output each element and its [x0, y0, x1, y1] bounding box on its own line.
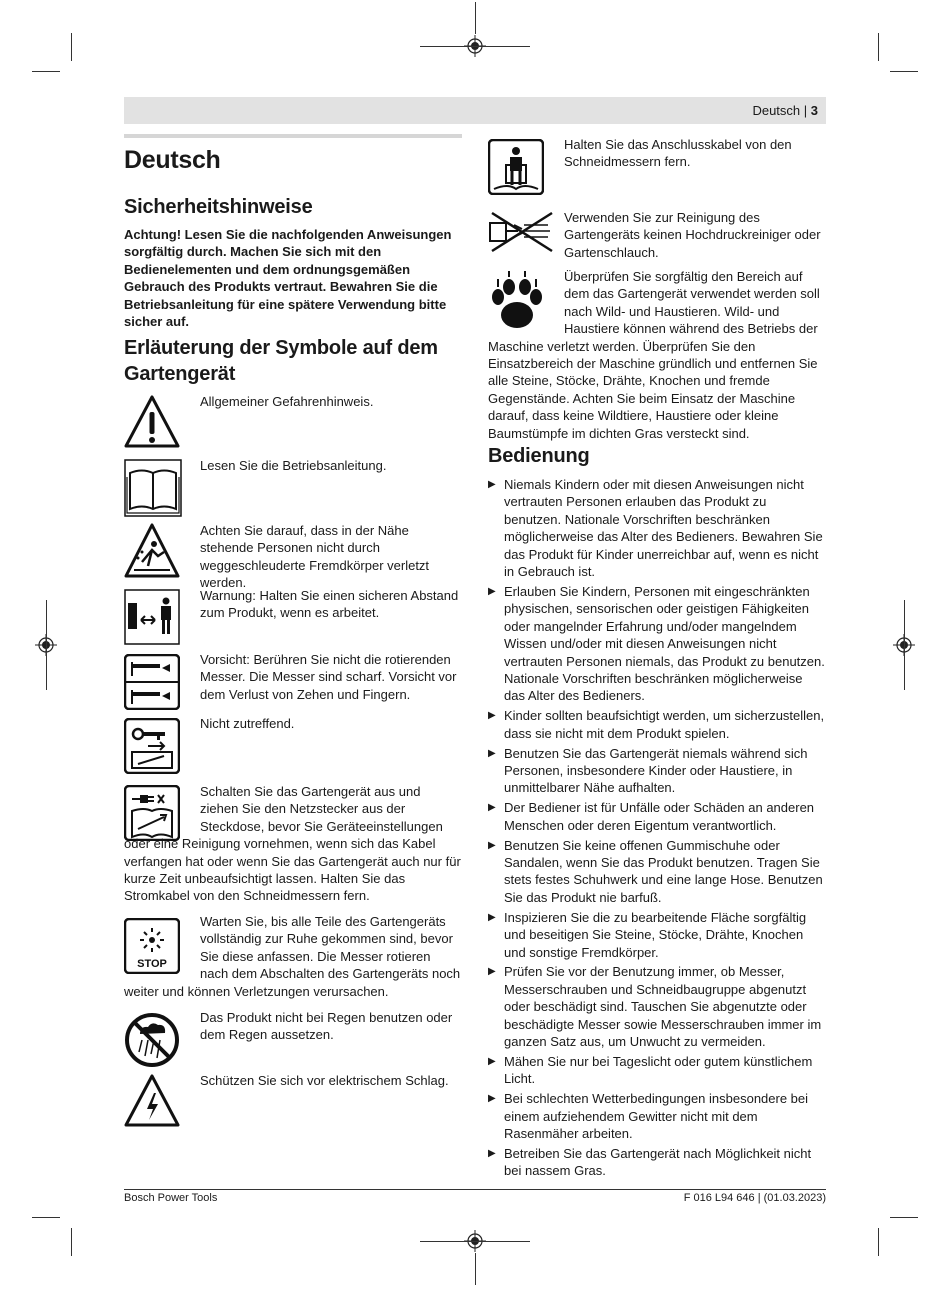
thrown-objects-icon	[124, 522, 180, 580]
icon-wrap-spacer	[488, 268, 564, 338]
crop-mark	[890, 71, 918, 72]
crop-mark	[904, 600, 905, 690]
symbol-text: Achten Sie darauf, dass in der Nähe stehende Personen nicht durch weggeschleuderte Fremdkörper verletzt werden.	[200, 523, 430, 591]
list-item	[488, 909, 826, 961]
crop-mark	[878, 33, 879, 61]
list-item-text: Niemals Kindern oder mit diesen Anweisungen nicht vertrauten Personen erlauben das Produkt zu benutzen. Nationale Vorschriften beschränken möglicherweise das Alter des Bedieners. Bewahren Sie das Produkt für Kinder unerreichbar auf, wenn es nicht in Gebrauch ist.	[504, 477, 823, 580]
crop-mark	[420, 1241, 530, 1242]
symbol-text: Lesen Sie die Betriebsanleitung.	[200, 458, 387, 473]
symbol-text: Allgemeiner Gefahrenhinweis.	[200, 394, 374, 409]
page-number: 3	[810, 103, 818, 118]
crop-mark	[420, 46, 530, 47]
footer-brand: Bosch Power Tools	[124, 1192, 218, 1204]
header-label: Deutsch | 3	[752, 103, 818, 118]
manual-book-icon	[124, 459, 182, 517]
bullet-arrow-icon: ▶	[488, 839, 496, 851]
crop-mark	[878, 1228, 879, 1256]
list-item	[488, 707, 826, 742]
footer-rule	[124, 1189, 826, 1190]
crop-mark	[71, 1228, 72, 1256]
rotating-blades-icon	[124, 654, 180, 710]
crop-mark	[71, 33, 72, 61]
safe-distance-icon	[124, 589, 180, 645]
list-item-text: Mähen Sie nur bei Tageslicht oder gutem künstlichem Licht.	[504, 1054, 813, 1087]
crop-mark	[32, 1217, 60, 1218]
list-item	[488, 837, 826, 907]
symbol-text: Vorsicht: Berühren Sie nicht die rotierenden Messer. Die Messer sind scharf. Vorsicht vor dem Verlust von Zehen und Fingern.	[200, 652, 457, 702]
bullet-arrow-icon: ▶	[488, 966, 496, 978]
symbol-text: Halten Sie das Anschlusskabel von den Schneidmessern fern.	[564, 137, 792, 170]
operation-heading: Bedienung	[488, 445, 590, 467]
symbol-text: Überprüfen Sie sorgfältig den Bereich auf dem das Gartengerät verwendet werden soll nach Wild- und Haustieren. Wild- und Haustiere können während des Betriebs der Maschine verletzt werden. Überprüfen Sie den Einsatzbereich der Maschine gründlich und entfernen Sie alle Steine, Stöcke, Drähte, Knochen und fremde Gegenstände. Achten Sie beim Einsatz der Maschine darauf, dass keine Wildtiere, Haustiere oder kleine Baumstümpfe im dichten Gras versteckt sind.	[488, 269, 820, 441]
symbol-text: Nicht zutreffend.	[200, 716, 295, 731]
list-item-text: Benutzen Sie das Gartengerät niemals während sich Personen, insbesondere Kinder oder Haustiere, in unmittelbarer Nähe aufhalten.	[504, 745, 808, 796]
crop-mark	[46, 600, 47, 690]
symbols-heading: Erläuterung der Symbole auf dem Gartengerät	[124, 337, 438, 385]
safety-heading: Sicherheitshinweise	[124, 196, 313, 218]
cable-away-icon	[488, 139, 544, 195]
list-item-text: Der Bediener ist für Unfälle oder Schäden an anderen Menschen oder deren Eigentum verantwortlich.	[504, 800, 815, 833]
symbol-text: Schalten Sie das Gartengerät aus und ziehen Sie den Netzstecker aus der Steckdose, bevor Sie Geräteeinstellungen oder eine Reinigung vornehmen, wenn sich das Kabel verfangen hat oder wenn Sie das Gartengerät auch nur für kurze Zeit unbeaufsichtigt lassen. Halten Sie das Stromkabel von den Schneidmessern fern.	[124, 784, 461, 904]
crop-mark	[475, 2, 476, 34]
list-item	[488, 963, 826, 1050]
animal-check-text	[488, 268, 828, 442]
bullet-arrow-icon: ▶	[488, 1093, 496, 1105]
safety-intro: Achtung! Lesen Sie die nachfolgenden Anweisungen sorgfältig durch. Machen Sie sich mit den Bedienelementen und dem ordnungsgemäßen Gebrauch des Produkts vertraut. Bewahren Sie die Betriebsanleitung für eine spätere Verwendung bitte sicher auf.	[124, 227, 452, 330]
bullet-arrow-icon: ▶	[488, 802, 496, 814]
crop-mark	[475, 1253, 476, 1285]
symbol-text: Schützen Sie sich vor elektrischem Schlag.	[200, 1073, 449, 1088]
list-item	[488, 799, 826, 834]
footer-doc-id: F 016 L94 646 | (01.03.2023)	[683, 1192, 826, 1204]
bullet-arrow-icon: ▶	[488, 1056, 496, 1067]
list-item	[488, 1053, 826, 1088]
list-item-text: Bei schlechten Wetterbedingungen insbesondere bei einem aufziehendem Gewitter nicht mit dem Rasenmäher arbeiten.	[504, 1091, 809, 1142]
bullet-arrow-icon: ▶	[488, 710, 496, 722]
icon-wrap-spacer	[124, 783, 200, 835]
electric-shock-icon	[124, 1073, 180, 1129]
list-item-text: Inspizieren Sie die zu bearbeitende Fläche sorgfältig und beseitigen Sie Steine, Stöcke, Drähte, Knochen und sonstige Fremdkörper.	[504, 909, 807, 960]
column-rule	[124, 134, 462, 138]
list-item-text: Betreiben Sie das Gartengerät nach Möglichkeit nicht bei nassem Gras.	[504, 1146, 812, 1179]
list-item	[488, 476, 826, 580]
bullet-arrow-icon: ▶	[488, 1148, 496, 1160]
list-item-text: Prüfen Sie vor der Benutzung immer, ob Messer, Messerschrauben und Schneidbaugruppe abgenutzt oder beschädigt sind. Tauschen Sie abgenutzte oder beschädigte Messer sowie Messerschrauben immer im ganzen Satz aus, um Unwucht zu vermeiden.	[504, 964, 822, 1050]
stop-label: STOP	[137, 958, 167, 970]
list-item	[488, 745, 826, 797]
list-item-text: Benutzen Sie keine offenen Gummischuhe oder Sandalen, wenn Sie das Produkt benutzen. Tragen Sie stets festes Schuhwerk und eine lange Hose. Benutzen Sie das Produkt nie barfuß.	[504, 837, 823, 905]
bullet-arrow-icon: ▶	[488, 479, 496, 490]
bullet-arrow-icon: ▶	[488, 585, 496, 597]
symbol-text: Warnung: Halten Sie einen sicheren Abstand zum Produkt, wenn es arbeitet.	[200, 588, 459, 621]
crop-mark	[32, 71, 60, 72]
symbol-text: Das Produkt nicht bei Regen benutzen oder dem Regen aussetzen.	[200, 1010, 453, 1043]
header-section: Deutsch	[752, 103, 801, 118]
list-item	[488, 1145, 826, 1180]
bullet-arrow-icon: ▶	[488, 911, 496, 923]
list-item	[488, 583, 826, 705]
symbol-text: Warten Sie, bis alle Teile des Gartengeräts vollständig zur Ruhe gekommen sind, bevor Sie diese anfassen. Die Messer rotieren nach dem Abschalten des Gartengeräts noch weiter und können Verletzungen verursachen.	[124, 914, 461, 999]
page-header	[124, 97, 826, 124]
key-removal-icon	[124, 718, 180, 774]
operation-list	[488, 476, 826, 1182]
crop-mark	[890, 1217, 918, 1218]
icon-wrap-spacer	[124, 913, 200, 983]
symbol-text: Verwenden Sie zur Reinigung des Gartengeräts keinen Hochdruckreiniger oder Gartenschlauch.	[564, 210, 821, 260]
no-rain-icon	[124, 1012, 180, 1068]
page-title: Deutsch	[124, 146, 221, 174]
no-pressure-washer-icon	[488, 211, 554, 253]
list-item-text: Erlauben Sie Kindern, Personen mit eingeschränkten physischen, sensorischen oder geistigen Fähigkeiten oder mangelnder Erfahrung und/oder mangelndem Wissen und/oder mit diesen Anweisungen nicht vertrauten Personen niemals, das Produkt zu benutzen. Nationale Vorschriften beschränken möglicherweise das Alter des Bedieners.	[504, 583, 825, 704]
warning-triangle-icon	[124, 394, 180, 450]
bullet-arrow-icon: ▶	[488, 747, 496, 759]
list-item-text: Kinder sollten beaufsichtigt werden, um sicherzustellen, dass sie nicht mit dem Produkt spielen.	[504, 708, 825, 741]
list-item	[488, 1090, 826, 1142]
